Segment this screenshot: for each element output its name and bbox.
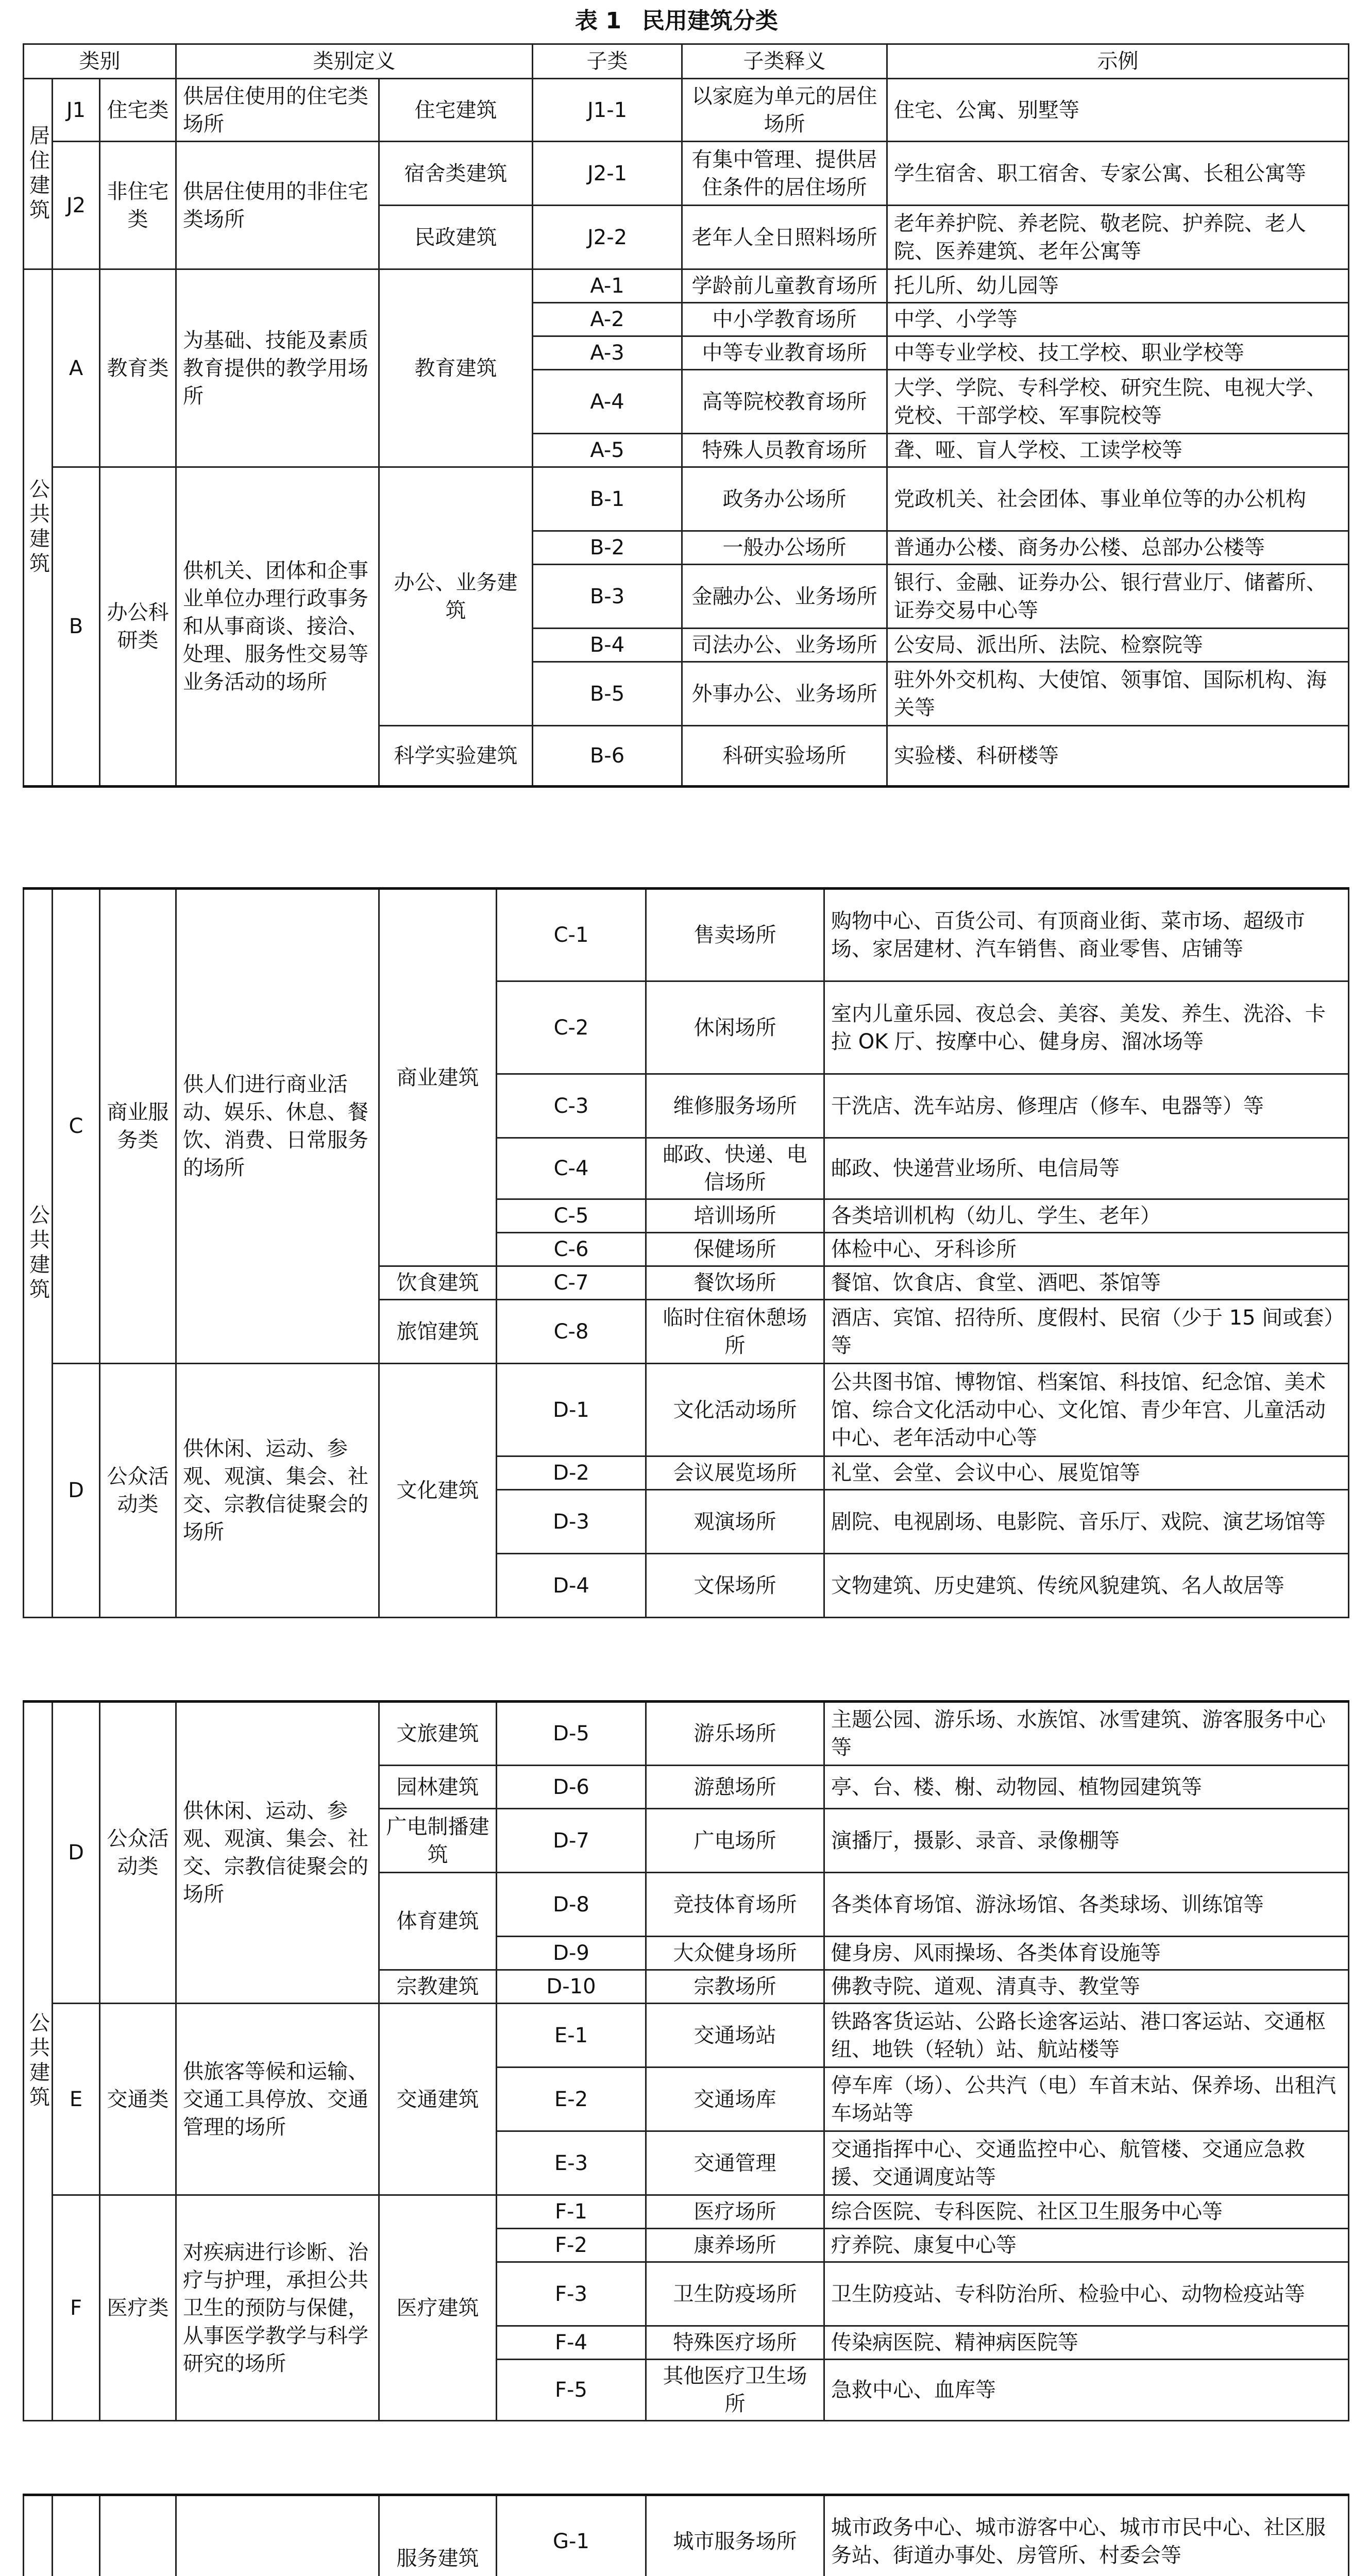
subtype-code: A-3 xyxy=(533,336,682,370)
building-type: 服务建筑 xyxy=(379,2495,497,2576)
building-type: 饮食建筑 xyxy=(379,1266,497,1300)
category-code: A xyxy=(53,269,100,467)
subtype-code: F-5 xyxy=(497,2360,646,2421)
building-type: 交通建筑 xyxy=(379,2004,497,2195)
subtype-definition: 文化活动场所 xyxy=(646,1364,824,1456)
table-row xyxy=(24,142,1349,206)
classification-table-part2 xyxy=(23,887,1349,1618)
subtype-definition: 特殊人员教育场所 xyxy=(682,434,887,467)
subtype-definition: 培训场所 xyxy=(646,1199,824,1233)
subtype-definition: 宗教场所 xyxy=(646,1970,824,2004)
category-code: D xyxy=(53,1364,100,1618)
table-row xyxy=(24,269,1349,303)
building-type: 商业建筑 xyxy=(379,889,497,1266)
subtype-code: F-3 xyxy=(497,2262,646,2326)
header-example: 示例 xyxy=(887,44,1349,79)
example-text: 综合医院、专科医院、社区卫生服务中心等 xyxy=(824,2195,1349,2229)
subtype-code: A-1 xyxy=(533,269,682,303)
subtype-code: A-5 xyxy=(533,434,682,467)
table-row xyxy=(24,889,1349,981)
example-text: 佛教寺院、道观、清真寺、教堂等 xyxy=(824,1970,1349,2004)
group-public: 公共建筑 xyxy=(24,1702,53,2421)
subtype-definition: 休闲场所 xyxy=(646,981,824,1074)
table-row xyxy=(24,1364,1349,1456)
subtype-code: D-1 xyxy=(497,1364,646,1456)
category-definition: 供休闲、运动、参观、观演、集会、社交、宗教信徒聚会的场所 xyxy=(176,1364,379,1618)
subtype-code: G-1 xyxy=(497,2495,646,2576)
category-code: D xyxy=(53,1702,100,2004)
building-type: 园林建筑 xyxy=(379,1766,497,1809)
category-definition: 为基础、技能及素质教育提供的教学用场所 xyxy=(176,269,379,467)
subtype-definition: 特殊医疗场所 xyxy=(646,2326,824,2360)
example-text: 急救中心、血库等 xyxy=(824,2360,1349,2421)
subtype-code: B-2 xyxy=(533,531,682,565)
building-type: 科学实验建筑 xyxy=(379,726,533,787)
table-row xyxy=(24,1702,1349,1766)
table-row xyxy=(24,2195,1349,2229)
building-type: 宗教建筑 xyxy=(379,1970,497,2004)
subtype-definition: 交通管理 xyxy=(646,2131,824,2195)
subtype-definition: 科研实验场所 xyxy=(682,726,887,787)
subtype-definition: 卫生防疫场所 xyxy=(646,2262,824,2326)
subtype-code: F-2 xyxy=(497,2229,646,2262)
subtype-code: C-6 xyxy=(497,1233,646,1266)
subtype-definition: 临时住宿休憩场所 xyxy=(646,1300,824,1364)
subtype-definition: 售卖场所 xyxy=(646,889,824,981)
example-text: 城市政务中心、城市游客中心、城市市民中心、社区服务站、街道办事处、房管所、村委会等 xyxy=(824,2495,1349,2576)
example-text: 各类培训机构（幼儿、学生、老年） xyxy=(824,1199,1349,1233)
example-text: 健身房、风雨操场、各类体育设施等 xyxy=(824,1937,1349,1970)
subtype-definition: 康养场所 xyxy=(646,2229,824,2262)
example-text: 餐馆、饮食店、食堂、酒吧、茶馆等 xyxy=(824,1266,1349,1300)
header-sub-definition: 子类释义 xyxy=(682,44,887,79)
subtype-definition: 金融办公、业务场所 xyxy=(682,565,887,629)
subtype-definition: 游憩场所 xyxy=(646,1766,824,1809)
subtype-definition: 一般办公场所 xyxy=(682,531,887,565)
table-row xyxy=(24,467,1349,531)
example-text: 演播厅，摄影、录音、录像棚等 xyxy=(824,1809,1349,1873)
group-residential: 居住建筑 xyxy=(24,79,53,269)
subtype-code: D-8 xyxy=(497,1873,646,1937)
subtype-code: C-8 xyxy=(497,1300,646,1364)
building-type: 广电制播建筑 xyxy=(379,1809,497,1873)
subtype-definition: 游乐场所 xyxy=(646,1702,824,1766)
example-text: 实验楼、科研楼等 xyxy=(887,726,1349,787)
table-title-text: 民用建筑分类 xyxy=(641,8,778,34)
subtype-definition: 交通场库 xyxy=(646,2067,824,2131)
example-text: 疗养院、康复中心等 xyxy=(824,2229,1349,2262)
subtype-code: D-9 xyxy=(497,1937,646,1970)
subtype-code: D-2 xyxy=(497,1456,646,1490)
example-text: 主题公园、游乐场、水族馆、冰雪建筑、游客服务中心等 xyxy=(824,1702,1349,1766)
subtype-definition: 司法办公、业务场所 xyxy=(682,629,887,662)
example-text: 党政机关、社会团体、事业单位等的办公机构 xyxy=(887,467,1349,531)
building-type: 宿舍类建筑 xyxy=(379,142,533,206)
building-type: 医疗建筑 xyxy=(379,2195,497,2421)
category-name: 教育类 xyxy=(100,269,176,467)
example-text: 停车库（场）、公共汽（电）车首末站、保养场、出租汽车场站等 xyxy=(824,2067,1349,2131)
subtype-code: J1-1 xyxy=(533,79,682,142)
category-name: 公众活动类 xyxy=(100,1702,176,2004)
example-text: 老年养护院、养老院、敬老院、护养院、老人院、医养建筑、老年公寓等 xyxy=(887,206,1349,269)
example-text: 室内儿童乐园、夜总会、美容、美发、养生、洗浴、卡拉 OK 厅、按摩中心、健身房、溜冰场等 xyxy=(824,981,1349,1074)
subtype-definition: 外事办公、业务场所 xyxy=(682,662,887,726)
category-code: J2 xyxy=(53,142,100,269)
category-code: J1 xyxy=(53,79,100,142)
category-name: 非住宅类 xyxy=(100,142,176,269)
example-text: 普通办公楼、商务办公楼、总部办公楼等 xyxy=(887,531,1349,565)
group-public xyxy=(24,2495,53,2576)
example-text: 中学、小学等 xyxy=(887,303,1349,336)
subtype-code: C-4 xyxy=(497,1138,646,1199)
subtype-code: A-4 xyxy=(533,370,682,434)
category-definition: 对疾病进行诊断、治疗与护理，承担公共卫生的预防与保健，从事医学教学与科学研究的场所 xyxy=(176,2195,379,2421)
table-number: 表 1 xyxy=(575,8,621,34)
subtype-code: D-3 xyxy=(497,1490,646,1554)
table-title xyxy=(0,3,1353,39)
subtype-definition: 文保场所 xyxy=(646,1554,824,1618)
subtype-definition: 交通场站 xyxy=(646,2004,824,2067)
example-text: 交通指挥中心、交通监控中心、航管楼、交通应急救援、交通调度站等 xyxy=(824,2131,1349,2195)
subtype-code: C-3 xyxy=(497,1074,646,1138)
category-code: F xyxy=(53,2195,100,2421)
subtype-definition: 保健场所 xyxy=(646,1233,824,1266)
example-text: 银行、金融、证券办公、银行营业厅、储蓄所、证券交易中心等 xyxy=(887,565,1349,629)
subtype-code: D-7 xyxy=(497,1809,646,1873)
category-name: 交通类 xyxy=(100,2004,176,2195)
subtype-definition: 城市服务场所 xyxy=(646,2495,824,2576)
category-definition xyxy=(176,2495,379,2576)
group-public: 公共建筑 xyxy=(24,269,53,787)
header-subtype: 子类 xyxy=(533,44,682,79)
subtype-code: C-2 xyxy=(497,981,646,1074)
example-text: 购物中心、百货公司、有顶商业街、菜市场、超级市场、家居建材、汽车销售、商业零售、店铺等 xyxy=(824,889,1349,981)
subtype-definition: 中小学教育场所 xyxy=(682,303,887,336)
building-type: 民政建筑 xyxy=(379,206,533,269)
example-text: 各类体育场馆、游泳场馆、各类球场、训练馆等 xyxy=(824,1873,1349,1937)
subtype-code: F-1 xyxy=(497,2195,646,2229)
subtype-definition: 中等专业教育场所 xyxy=(682,336,887,370)
category-name: 公众活动类 xyxy=(100,1364,176,1618)
subtype-code: B-4 xyxy=(533,629,682,662)
group-public: 公共建筑 xyxy=(24,889,53,1618)
subtype-definition: 广电场所 xyxy=(646,1809,824,1873)
subtype-code: C-7 xyxy=(497,1266,646,1300)
category-definition: 供机关、团体和企事业单位办理行政事务和从事商谈、接洽、处理、服务性交易等业务活动的场所 xyxy=(176,467,379,787)
subtype-code: C-5 xyxy=(497,1199,646,1233)
category-code: E xyxy=(53,2004,100,2195)
subtype-code: B-6 xyxy=(533,726,682,787)
subtype-code: B-1 xyxy=(533,467,682,531)
category-code: C xyxy=(53,889,100,1364)
category-code: B xyxy=(53,467,100,787)
subtype-definition: 学龄前儿童教育场所 xyxy=(682,269,887,303)
example-text: 铁路客货运站、公路长途客运站、港口客运站、交通枢纽、地铁（轻轨）站、航站楼等 xyxy=(824,2004,1349,2067)
subtype-definition: 以家庭为单元的居住场所 xyxy=(682,79,887,142)
category-definition: 供旅客等候和运输、交通工具停放、交通管理的场所 xyxy=(176,2004,379,2195)
subtype-definition: 观演场所 xyxy=(646,1490,824,1554)
example-text: 邮政、快递营业场所、电信局等 xyxy=(824,1138,1349,1199)
example-text: 礼堂、会堂、会议中心、展览馆等 xyxy=(824,1456,1349,1490)
subtype-definition: 有集中管理、提供居住条件的居住场所 xyxy=(682,142,887,206)
subtype-code: D-5 xyxy=(497,1702,646,1766)
subtype-code: F-4 xyxy=(497,2326,646,2360)
building-type: 体育建筑 xyxy=(379,1873,497,1970)
example-text: 酒店、宾馆、招待所、度假村、民宿（少于 15 间或套）等 xyxy=(824,1300,1349,1364)
building-type: 文化建筑 xyxy=(379,1364,497,1618)
building-type: 旅馆建筑 xyxy=(379,1300,497,1364)
subtype-definition: 会议展览场所 xyxy=(646,1456,824,1490)
example-text: 聋、哑、盲人学校、工读学校等 xyxy=(887,434,1349,467)
subtype-code: E-1 xyxy=(497,2004,646,2067)
table-row xyxy=(24,79,1349,142)
category-definition: 供人们进行商业活动、娱乐、休息、餐饮、消费、日常服务的场所 xyxy=(176,889,379,1364)
subtype-definition: 医疗场所 xyxy=(646,2195,824,2229)
example-text: 亭、台、楼、榭、动物园、植物园建筑等 xyxy=(824,1766,1349,1809)
subtype-code: B-5 xyxy=(533,662,682,726)
building-type: 文旅建筑 xyxy=(379,1702,497,1766)
subtype-definition: 高等院校教育场所 xyxy=(682,370,887,434)
example-text: 公安局、派出所、法院、检察院等 xyxy=(887,629,1349,662)
building-type: 教育建筑 xyxy=(379,269,533,467)
example-text: 大学、学院、专科学校、研究生院、电视大学、党校、干部学校、军事院校等 xyxy=(887,370,1349,434)
example-text: 剧院、电视剧场、电影院、音乐厅、戏院、演艺场馆等 xyxy=(824,1490,1349,1554)
category-code xyxy=(53,2495,100,2576)
subtype-code: E-2 xyxy=(497,2067,646,2131)
subtype-code: A-2 xyxy=(533,303,682,336)
subtype-definition: 其他医疗卫生场所 xyxy=(646,2360,824,2421)
subtype-code: D-10 xyxy=(497,1970,646,2004)
building-type: 办公、业务建筑 xyxy=(379,467,533,726)
category-definition: 供休闲、运动、参观、观演、集会、社交、宗教信徒聚会的场所 xyxy=(176,1702,379,2004)
category-definition: 供居住使用的住宅类场所 xyxy=(176,79,379,142)
subtype-definition: 邮政、快递、电信场所 xyxy=(646,1138,824,1199)
subtype-code: D-4 xyxy=(497,1554,646,1618)
example-text: 文物建筑、历史建筑、传统风貌建筑、名人故居等 xyxy=(824,1554,1349,1618)
subtype-code: J2-1 xyxy=(533,142,682,206)
header-row xyxy=(24,44,1349,79)
example-text: 卫生防疫站、专科防治所、检验中心、动物检疫站等 xyxy=(824,2262,1349,2326)
category-name: 住宅类 xyxy=(100,79,176,142)
table-row xyxy=(24,2495,1349,2576)
category-definition: 供居住使用的非住宅类场所 xyxy=(176,142,379,269)
example-text: 驻外外交机构、大使馆、领事馆、国际机构、海关等 xyxy=(887,662,1349,726)
subtype-definition: 竞技体育场所 xyxy=(646,1873,824,1937)
example-text: 学生宿舍、职工宿舍、专家公寓、长租公寓等 xyxy=(887,142,1349,206)
example-text: 传染病医院、精神病医院等 xyxy=(824,2326,1349,2360)
example-text: 中等专业学校、技工学校、职业学校等 xyxy=(887,336,1349,370)
category-name: 办公科研类 xyxy=(100,467,176,787)
classification-table-part3 xyxy=(23,1700,1349,2421)
classification-table-part4 xyxy=(23,2494,1349,2576)
subtype-definition: 老年人全日照料场所 xyxy=(682,206,887,269)
example-text: 住宅、公寓、别墅等 xyxy=(887,79,1349,142)
classification-table-part1 xyxy=(23,43,1349,788)
subtype-code: E-3 xyxy=(497,2131,646,2195)
example-text: 托儿所、幼儿园等 xyxy=(887,269,1349,303)
subtype-definition: 政务办公场所 xyxy=(682,467,887,531)
header-category: 类别 xyxy=(24,44,176,79)
subtype-code: B-3 xyxy=(533,565,682,629)
category-name: 医疗类 xyxy=(100,2195,176,2421)
table-row xyxy=(24,2004,1349,2067)
subtype-definition: 餐饮场所 xyxy=(646,1266,824,1300)
example-text: 公共图书馆、博物馆、档案馆、科技馆、纪念馆、美术馆、综合文化活动中心、文化馆、青少年宫、儿童活动中心、老年活动中心等 xyxy=(824,1364,1349,1456)
subtype-definition: 大众健身场所 xyxy=(646,1937,824,1970)
example-text: 体检中心、牙科诊所 xyxy=(824,1233,1349,1266)
header-definition: 类别定义 xyxy=(176,44,533,79)
building-type: 住宅建筑 xyxy=(379,79,533,142)
example-text: 干洗店、洗车站房、修理店（修车、电器等）等 xyxy=(824,1074,1349,1138)
subtype-code: D-6 xyxy=(497,1766,646,1809)
category-name xyxy=(100,2495,176,2576)
category-name: 商业服务类 xyxy=(100,889,176,1364)
subtype-code: C-1 xyxy=(497,889,646,981)
subtype-code: J2-2 xyxy=(533,206,682,269)
subtype-definition: 维修服务场所 xyxy=(646,1074,824,1138)
